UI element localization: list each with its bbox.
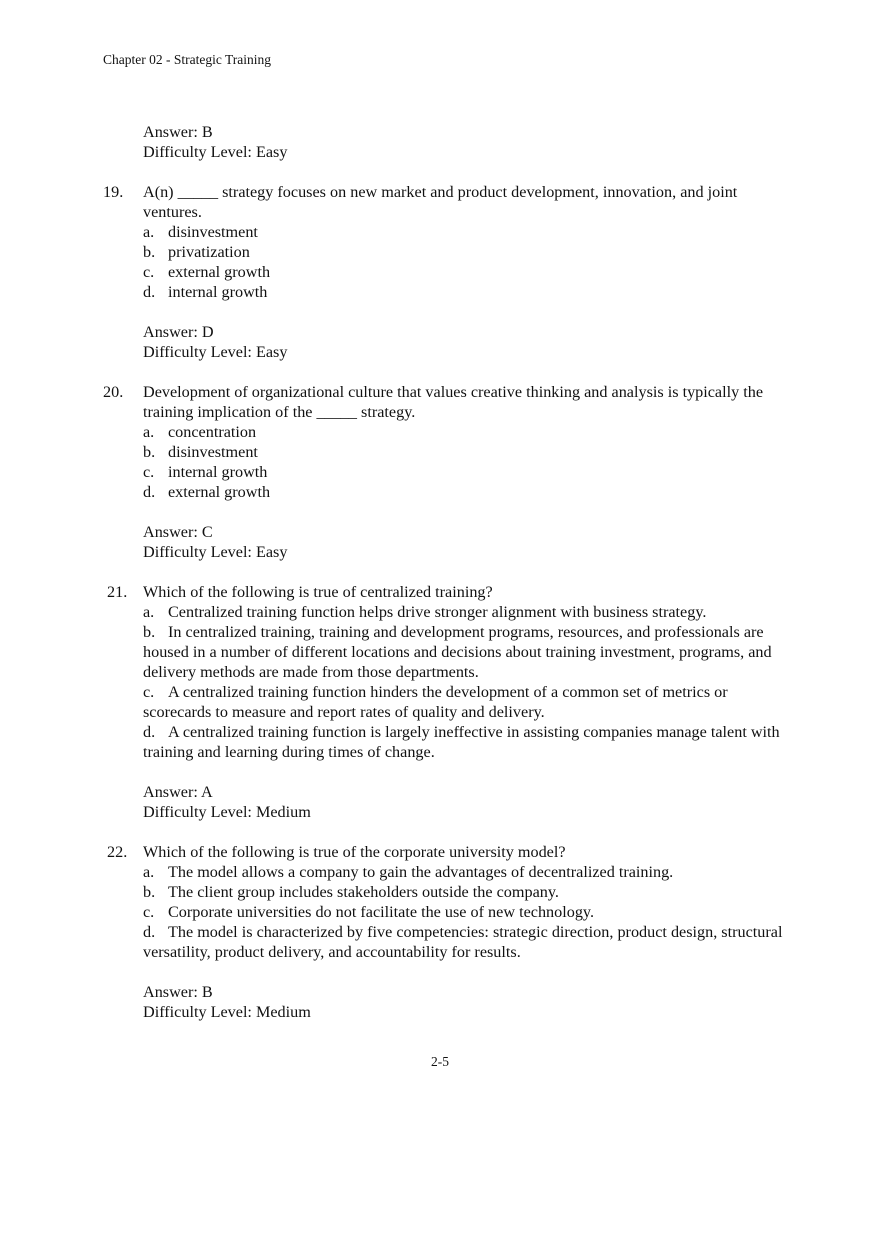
- option-text: internal growth: [168, 283, 268, 301]
- option-label: b.: [143, 243, 156, 261]
- difficulty-text: Difficulty Level: Easy: [143, 543, 288, 561]
- option-text: The client group includes stakeholders outside the company.: [168, 883, 559, 901]
- question-number: 20.: [103, 383, 124, 401]
- option-label: c.: [143, 683, 155, 701]
- difficulty-text: Difficulty Level: Easy: [143, 143, 288, 161]
- question-text: Development of organizational culture that values creative thinking and analysis is typically the training implication of the _____ strategy.: [143, 383, 764, 421]
- answer-text: Answer: B: [143, 123, 213, 141]
- option-text: In centralized training, training and development programs, resources, and professionals are housed in a number of different locations and decisions about training investment, programs, and delivery methods are made from those departments.: [143, 623, 772, 681]
- question-21: [103, 582, 783, 822]
- option-b: [143, 622, 783, 682]
- answer-text: Answer: D: [143, 323, 214, 341]
- option-label: d.: [143, 283, 156, 301]
- carryover-answer-block: [103, 122, 783, 162]
- difficulty-text: Difficulty Level: Easy: [143, 343, 288, 361]
- option-text: Centralized training function helps drive stronger alignment with business strategy.: [168, 603, 707, 621]
- option-d: [143, 922, 783, 962]
- option-label: d.: [143, 723, 156, 741]
- option-label: a.: [143, 863, 155, 881]
- option-label: a.: [143, 223, 155, 241]
- option-text: The model allows a company to gain the advantages of decentralized training.: [168, 863, 674, 881]
- option-label: c.: [143, 263, 155, 281]
- option-c: [143, 462, 783, 482]
- question-text: A(n) _____ strategy focuses on new market and product development, innovation, and joint ventures.: [143, 183, 738, 221]
- option-text: A centralized training function is largely ineffective in assisting companies manage talent with training and learning during times of change.: [143, 723, 780, 761]
- difficulty-text: Difficulty Level: Medium: [143, 803, 311, 821]
- answer-block: [143, 322, 783, 362]
- option-text: concentration: [168, 423, 257, 441]
- option-label: d.: [143, 483, 156, 501]
- question-number: 22.: [107, 843, 128, 861]
- option-label: c.: [143, 463, 155, 481]
- question-22: [103, 842, 783, 1022]
- question-list: [103, 122, 783, 1022]
- option-b: [143, 242, 783, 262]
- option-label: b.: [143, 623, 156, 641]
- answer-text: Answer: A: [143, 783, 213, 801]
- option-d: [143, 282, 783, 302]
- question-number: 21.: [107, 583, 128, 601]
- page-number: 2-5: [431, 1054, 449, 1069]
- page-header: Chapter 02 - Strategic Training: [103, 52, 271, 67]
- option-label: a.: [143, 423, 155, 441]
- option-text: Corporate universities do not facilitate the use of new technology.: [168, 903, 594, 921]
- difficulty-text: Difficulty Level: Medium: [143, 1003, 311, 1021]
- answer-text: Answer: B: [143, 983, 213, 1001]
- option-label: b.: [143, 883, 156, 901]
- option-text: disinvestment: [168, 223, 258, 241]
- option-text: privatization: [168, 243, 250, 261]
- option-a: [143, 422, 783, 442]
- option-label: b.: [143, 443, 156, 461]
- question-20: [103, 382, 783, 562]
- question-text: Which of the following is true of the corporate university model?: [143, 843, 566, 861]
- option-c: [143, 682, 783, 722]
- option-b: [143, 442, 783, 462]
- answer-block: [143, 522, 783, 562]
- answer-block: [143, 982, 783, 1022]
- option-text: The model is characterized by five competencies: strategic direction, product design, structural versatility, product delivery, and accountability for results.: [143, 923, 783, 961]
- option-label: a.: [143, 603, 155, 621]
- option-text: disinvestment: [168, 443, 258, 461]
- option-a: [143, 222, 783, 242]
- question-number: 19.: [103, 183, 124, 201]
- answer-block: [143, 782, 783, 822]
- question-19: [103, 182, 783, 362]
- option-a: [143, 602, 783, 622]
- option-text: external growth: [168, 263, 271, 281]
- question-text: Which of the following is true of centralized training?: [143, 583, 493, 601]
- option-c: [143, 262, 783, 282]
- option-a: [143, 862, 783, 882]
- answer-text: Answer: C: [143, 523, 213, 541]
- option-c: [143, 902, 783, 922]
- option-label: d.: [143, 923, 156, 941]
- option-b: [143, 882, 783, 902]
- option-d: [143, 722, 783, 762]
- option-label: c.: [143, 903, 155, 921]
- option-text: external growth: [168, 483, 271, 501]
- option-d: [143, 482, 783, 502]
- option-text: internal growth: [168, 463, 268, 481]
- option-text: A centralized training function hinders the development of a common set of metrics or scorecards to measure and report rates of quality and delivery.: [143, 683, 728, 721]
